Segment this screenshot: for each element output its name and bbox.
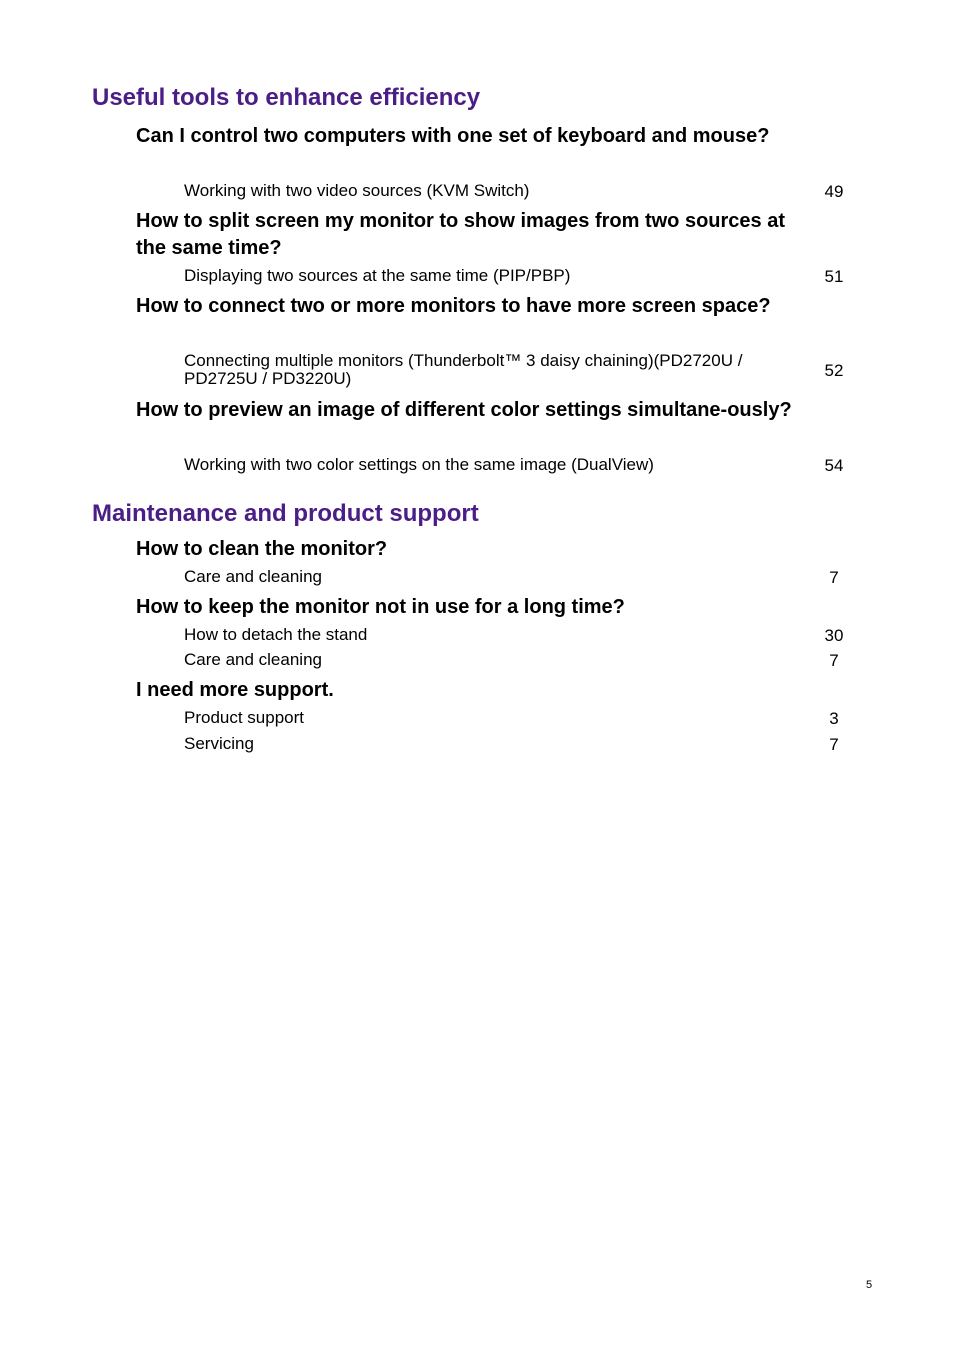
toc-entry-page: 49 <box>824 182 844 201</box>
question-kvm: Can I control two computers with one set of keyboard and mouse? <box>136 125 770 147</box>
toc-entry-label: Product support <box>184 708 305 727</box>
toc-entry-page: 54 <box>824 456 844 475</box>
toc-entry-kvm[interactable] <box>184 182 854 200</box>
question-split-screen: How to split screen my monitor to show images from two sources at the same time? <box>136 210 786 259</box>
toc-entry-label: Working with two video sources (KVM Switch) <box>184 181 530 200</box>
toc-entry-label: Displaying two sources at the same time (PIP/PBP) <box>184 266 571 285</box>
toc-entry-label: Connecting multiple monitors (Thunderbolt™ 3 daisy chaining)(PD2720U / PD2725U / PD3220U) <box>184 351 743 388</box>
toc-entry-page: 30 <box>824 626 844 645</box>
section-title-maintenance: Maintenance and product support <box>92 500 479 527</box>
toc-entry-label: Care and cleaning <box>184 567 322 586</box>
toc-entry-label: Servicing <box>184 734 254 753</box>
page-number: 5 <box>866 1279 873 1291</box>
toc-entry-page: 7 <box>829 651 839 670</box>
toc-entry-care-cleaning[interactable] <box>184 568 854 586</box>
toc-entry-page: 3 <box>829 709 839 728</box>
toc-entry-daisy-chain[interactable] <box>184 352 854 388</box>
toc-entry-pip-pbp[interactable] <box>184 267 854 285</box>
toc-entry-care-cleaning-2[interactable] <box>184 651 854 669</box>
toc-entry-label: Care and cleaning <box>184 650 322 669</box>
question-clean-monitor: How to clean the monitor? <box>136 538 388 560</box>
toc-entry-detach-stand[interactable] <box>184 626 854 644</box>
toc-entry-page: 7 <box>829 735 839 754</box>
toc-entry-label: Working with two color settings on the same image (DualView) <box>184 455 654 474</box>
toc-entry-page: 52 <box>824 361 844 380</box>
question-multi-monitor: How to connect two or more monitors to have more screen space? <box>136 295 771 317</box>
toc-entry-product-support[interactable] <box>184 709 854 727</box>
section-title-efficiency: Useful tools to enhance efficiency <box>92 84 481 111</box>
toc-entry-page: 51 <box>824 267 844 286</box>
toc-entry-dualview[interactable] <box>184 456 854 474</box>
toc-entry-label: How to detach the stand <box>184 625 368 644</box>
question-storage: How to keep the monitor not in use for a long time? <box>136 596 625 618</box>
question-color-preview: How to preview an image of different color settings simultane-ously? <box>136 399 792 421</box>
toc-entry-page: 7 <box>829 568 839 587</box>
question-more-support: I need more support. <box>136 679 334 701</box>
toc-entry-servicing[interactable] <box>184 735 854 753</box>
